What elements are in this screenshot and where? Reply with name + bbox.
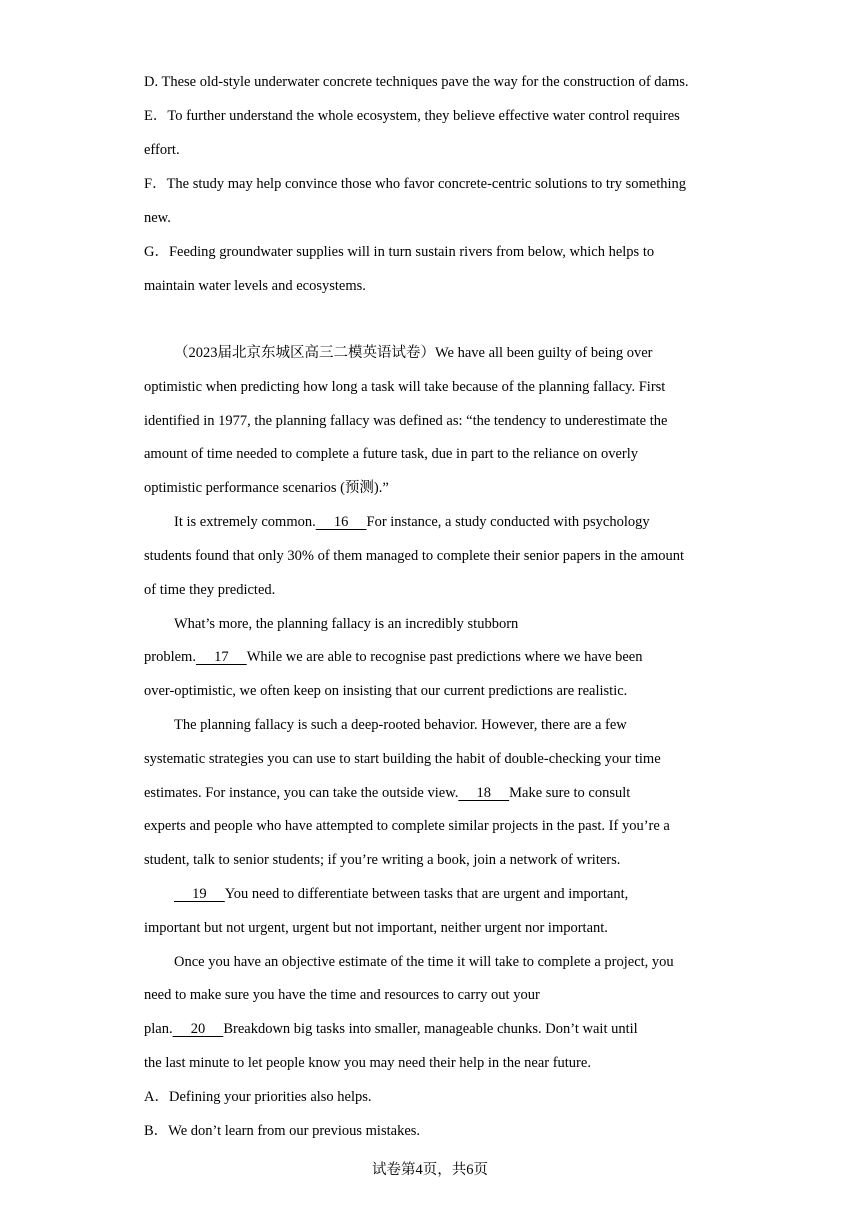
blank-19: 19 <box>174 886 225 902</box>
paragraph-6-text-a: plan. <box>144 1021 173 1037</box>
paragraph-2-text-b: For instance, a study conducted with psychology <box>366 514 650 530</box>
paragraph-4-line-5: student, talk to senior students; if you’re writing a book, join a network of writers. <box>144 852 621 868</box>
blank-18: 18 <box>458 785 510 801</box>
blank-20: 20 <box>172 1021 224 1037</box>
paragraph-2-line-2: students found that only 30% of them managed to complete their senior papers in the amount <box>144 548 684 564</box>
paragraph-6-line-1: Once you have an objective estimate of the time it will take to complete a project, you <box>174 954 674 970</box>
paragraph-4-text-a: estimates. For instance, you can take the outside view. <box>144 785 459 801</box>
paragraph-4-text-b: Make sure to consult <box>509 785 631 801</box>
option-f-line-2: new. <box>144 210 171 226</box>
paragraph-3-line-3: over-optimistic, we often keep on insisting that our current predictions are realistic. <box>144 683 628 699</box>
option-g-line-2: maintain water levels and ecosystems. <box>144 278 366 294</box>
passage-intro-line-3: identified in 1977, the planning fallacy was defined as: “the tendency to underestimate the <box>144 413 668 429</box>
paragraph-4-line-4: experts and people who have attempted to complete similar projects in the past. If you’re a <box>144 818 670 834</box>
passage-intro-line-2: optimistic when predicting how long a task will take because of the planning fallacy. First <box>144 379 666 395</box>
paragraph-3-line-1: What’s more, the planning fallacy is an incredibly stubborn <box>174 616 519 632</box>
option-a: A．Defining your priorities also helps. <box>144 1089 372 1105</box>
paragraph-6-line-3 <box>144 1019 638 1039</box>
paragraph-2-line-1 <box>174 512 650 532</box>
passage-intro-line-1: （2023届北京东城区高三二模英语试卷）We have all been guilty of being over <box>174 345 653 361</box>
page-number-footer: 试卷第4页，共6页 <box>372 1162 488 1178</box>
paragraph-3-text-a: problem. <box>144 649 196 665</box>
paragraph-4-line-1: The planning fallacy is such a deep-rooted behavior. However, there are a few <box>174 717 627 733</box>
option-b: B．We don’t learn from our previous mistakes. <box>144 1123 421 1139</box>
option-f-line-1: F．The study may help convince those who favor concrete-centric solutions to try something <box>144 176 687 192</box>
paragraph-2-text-a: It is extremely common. <box>174 514 316 530</box>
paragraph-6-line-2: need to make sure you have the time and resources to carry out your <box>144 987 540 1003</box>
paragraph-5-text-b: You need to differentiate between tasks that are urgent and important, <box>224 886 629 902</box>
passage-intro-line-4: amount of time needed to complete a future task, due in part to the reliance on overly <box>144 446 639 462</box>
blank-17: 17 <box>195 649 247 665</box>
paragraph-5-line-2: important but not urgent, urgent but not important, neither urgent nor important. <box>144 920 608 936</box>
option-g-line-1: G．Feeding groundwater supplies will in turn sustain rivers from below, which helps to <box>144 244 655 260</box>
paragraph-2-line-3: of time they predicted. <box>144 582 276 598</box>
paragraph-6-text-b: Breakdown big tasks into smaller, manageable chunks. Don’t wait until <box>223 1021 638 1037</box>
option-e-line-1: E．To further understand the whole ecosystem, they believe effective water control requires <box>144 108 680 124</box>
paragraph-5-line-1 <box>174 884 628 904</box>
paragraph-6-line-4: the last minute to let people know you may need their help in the near future. <box>144 1055 591 1071</box>
paragraph-3-text-b: While we are able to recognise past predictions where we have been <box>246 649 643 665</box>
blank-16: 16 <box>315 514 367 530</box>
option-e-line-2: effort. <box>144 142 180 158</box>
option-d: D. These old-style underwater concrete techniques pave the way for the construction of dams. <box>144 74 689 90</box>
paragraph-4-line-3 <box>144 783 630 803</box>
paragraph-3-line-2 <box>144 647 642 667</box>
paragraph-4-line-2: systematic strategies you can use to start building the habit of double-checking your time <box>144 751 661 767</box>
passage-intro-line-5: optimistic performance scenarios (预测).” <box>144 480 389 496</box>
